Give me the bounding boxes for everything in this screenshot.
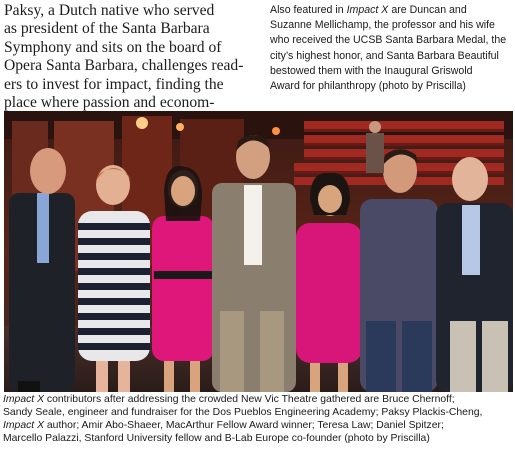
side-caption-line: Suzanne Mellichamp, the professor and his wife	[270, 19, 495, 32]
caption-line: Marcello Palazzi, Stanford University fellow and B-Lab Europe co-founder (photo by Priscilla)	[3, 432, 430, 444]
body-line: ers to invest for impact, finding the	[4, 75, 224, 93]
side-photo-caption	[270, 3, 515, 94]
group-photo-illustration	[4, 111, 513, 392]
side-caption-line: bestowed them with the Inaugural Griswold	[270, 64, 473, 77]
body-line: as president of the Santa Barbara	[4, 20, 210, 38]
group-photo-caption	[3, 394, 513, 446]
article-body-text	[4, 2, 262, 112]
body-line: place where passion and econom-	[4, 94, 215, 112]
caption-line: Impact X contributors after addressing the crowded New Vic Theatre gathered are Bruce Chernoff;	[3, 394, 455, 405]
side-caption-line: Also featured in Impact X are Duncan and	[270, 4, 467, 16]
book-title: Impact X	[3, 419, 44, 431]
body-line: Paksy, a Dutch native who served	[4, 2, 215, 19]
book-title: Impact X	[3, 394, 44, 405]
body-line: Symphony and sits on the board of	[4, 38, 222, 56]
caption-line: Sandy Seale, engineer and fundraiser for the Dos Pueblos Engineering Academy; Paksy Plackis-Cheng,	[3, 406, 483, 418]
side-caption-line: city’s highest honor, and Santa Barbara Beautiful	[270, 49, 499, 62]
side-caption-line: Award for philanthropy (photo by Priscilla)	[270, 80, 466, 93]
group-photo	[4, 111, 513, 392]
book-title: Impact X	[346, 4, 389, 16]
caption-line: Impact X author; Amir Abo-Shaeer, MacArthur Fellow Award winner; Teresa Law; Daniel Spitzer;	[3, 419, 444, 431]
side-caption-line: who received the UCSB Santa Barbara Medal, the	[270, 34, 507, 47]
body-line: Opera Santa Barbara, challenges read-	[4, 57, 244, 75]
